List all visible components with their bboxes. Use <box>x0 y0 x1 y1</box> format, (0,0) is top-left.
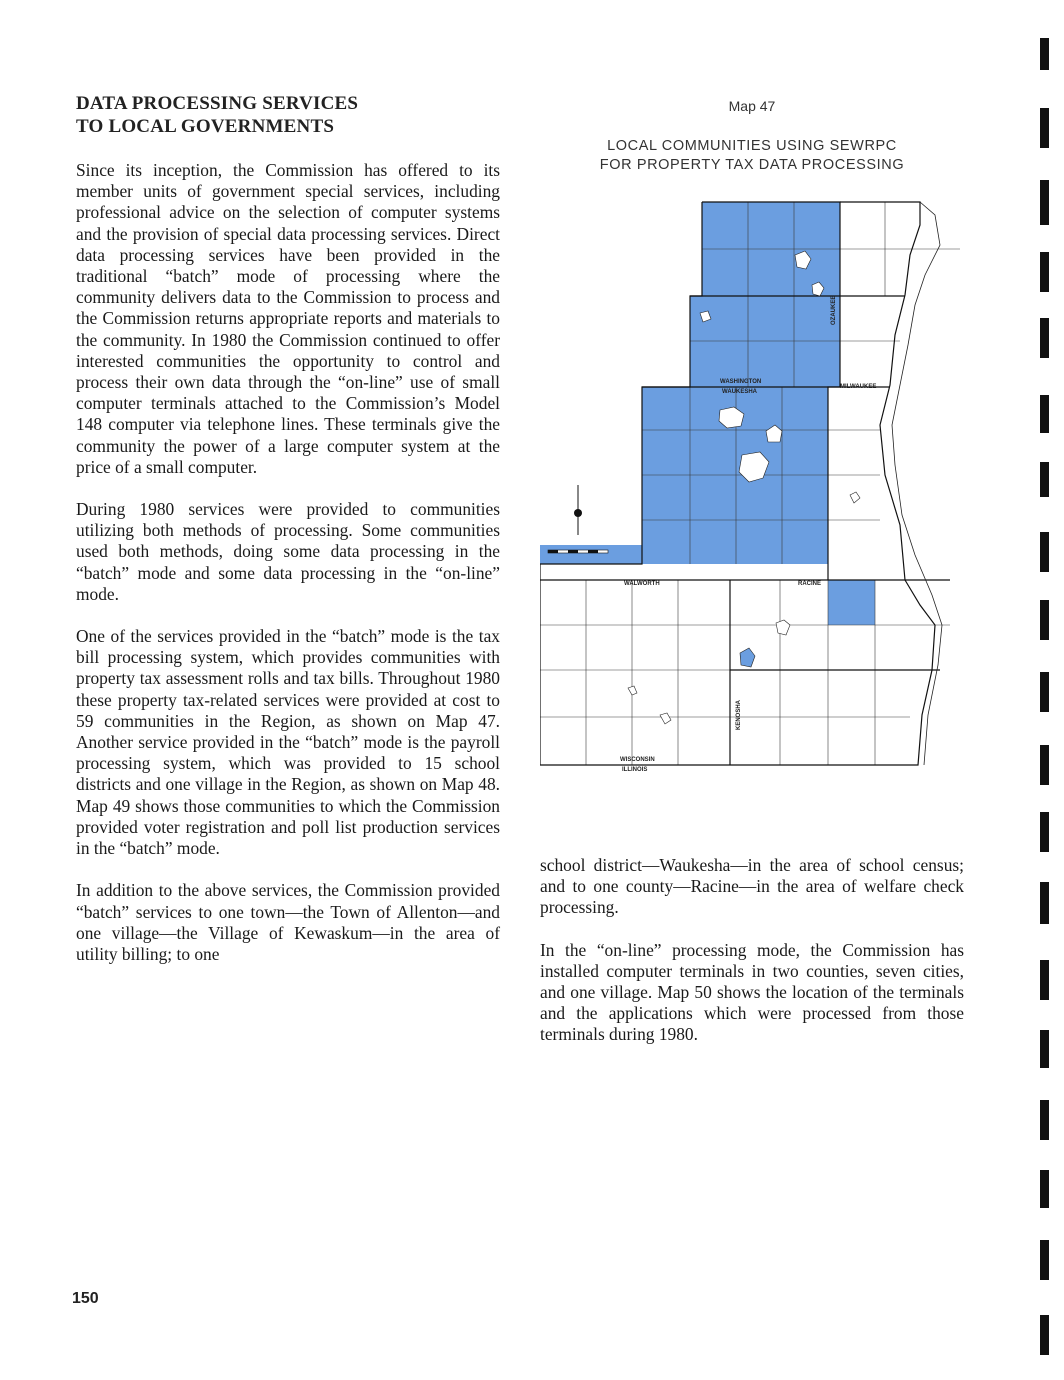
binding-mark <box>1040 252 1049 292</box>
paragraph: school district—Waukesha—in the area of school census; and to one county—Racine—in the area of welfare check processing. <box>540 855 964 918</box>
lake-michigan-shoreline <box>892 202 942 765</box>
map-label: Map 47 <box>728 98 776 114</box>
map-title-line-1: LOCAL COMMUNITIES USING SEWRPC <box>607 138 897 154</box>
county-label-ozaukee: OZAUKEE <box>831 295 837 325</box>
binding-mark <box>1040 395 1049 433</box>
highlight-milwaukee-south <box>828 580 875 625</box>
section-heading <box>76 92 500 138</box>
map-title <box>540 137 964 175</box>
binding-mark <box>1040 882 1049 924</box>
binding-mark <box>1040 1170 1049 1208</box>
paragraph: In the “on-line” processing mode, the Commission has installed computer terminals in two counties, seven cities, and one village. Map 50 shows the location of the terminals and the applications which were processed from those terminals during 1980. <box>540 939 964 1045</box>
heading-line-2: TO LOCAL GOVERNMENTS <box>76 116 335 137</box>
highlighted-areas <box>540 202 875 625</box>
scale-bar <box>548 550 608 553</box>
state-label-illinois: ILLINOIS <box>622 767 648 773</box>
binding-mark <box>1040 108 1049 148</box>
binding-mark <box>1040 180 1049 225</box>
binding-mark <box>1040 532 1049 572</box>
community-blue-patch <box>740 648 755 667</box>
left-column <box>76 92 500 986</box>
highlight-washington-south <box>690 296 840 387</box>
binding-mark <box>1040 600 1049 640</box>
highlight-west-edge <box>540 545 680 564</box>
binding-mark <box>1040 318 1049 358</box>
binding-mark <box>1040 960 1049 1000</box>
binding-mark <box>1040 672 1049 712</box>
state-label-wisconsin: WISCONSIN <box>620 757 655 763</box>
paragraph: During 1980 services were provided to communities utilizing both methods of processing. Some communities used both methods, doing some data processing in the “batch” mode and some data processing in the “on-line” mode. <box>76 499 500 604</box>
binding-mark <box>1040 1030 1049 1068</box>
county-label-waukesha: WAUKESHA <box>722 389 758 395</box>
heading-line-1: DATA PROCESSING SERVICES <box>76 93 359 114</box>
binding-mark <box>1040 812 1049 852</box>
county-label-kenosha: KENOSHA <box>736 699 742 730</box>
county-label-washington: WASHINGTON <box>720 379 762 385</box>
region-map-svg <box>540 195 970 785</box>
county-label-racine: RACINE <box>798 581 822 587</box>
region-map <box>540 195 970 785</box>
binding-mark <box>1040 745 1049 785</box>
binding-mark <box>1040 1100 1049 1140</box>
paragraph: One of the services provided in the “batch” mode is the tax bill processing system, which provides communities with property tax assessment rolls and tax bills. Throughout 1980 these property tax-related services were provided at cost to 59 communities in the Region, as shown on Map 47. Another service provided in the “batch” mode is the payroll processing system, which was provided to 15 school districts and one village in the Region, as shown on Map 48. Map 49 shows those communities to which the Commission provided voter registration and poll list production services in the “batch” mode. <box>76 626 500 859</box>
binding-mark <box>1040 38 1049 70</box>
right-column <box>540 855 964 1067</box>
page-number: 150 <box>72 1290 99 1307</box>
binding-marks <box>1040 0 1056 1380</box>
county-label-walworth: WALWORTH <box>624 581 660 587</box>
binding-mark <box>1040 1315 1049 1355</box>
paragraph: In addition to the above services, the Commission provided “batch” services to one town—the Town of Allenton—and one village—the Village of Kewaskum—in the area of utility billing; to one <box>76 880 500 964</box>
county-label-milwaukee: MILWAUKEE <box>840 384 877 390</box>
north-arrow-icon <box>574 485 582 535</box>
paragraph: Since its inception, the Commission has offered to its member units of government special services, including professional advice on the selection of computer systems and the provision of special data processing services. Direct data processing services have been provided in the traditional “batch” mode of processing where the community delivers data to the Commission to process and the Commission returns appropriate reports and materials to the community. In 1980 the Commission continued to offer interested communities the opportunity to control and process their own data through the “on-line” use of small computer terminals attached to the Commission’s Model 148 computer via telephone lines. These terminals give the community the power of a large computer system at the price of a small computer. <box>76 160 500 477</box>
binding-mark <box>1040 1240 1049 1280</box>
binding-mark <box>1040 462 1049 497</box>
map-title-line-2: FOR PROPERTY TAX DATA PROCESSING <box>599 157 905 173</box>
